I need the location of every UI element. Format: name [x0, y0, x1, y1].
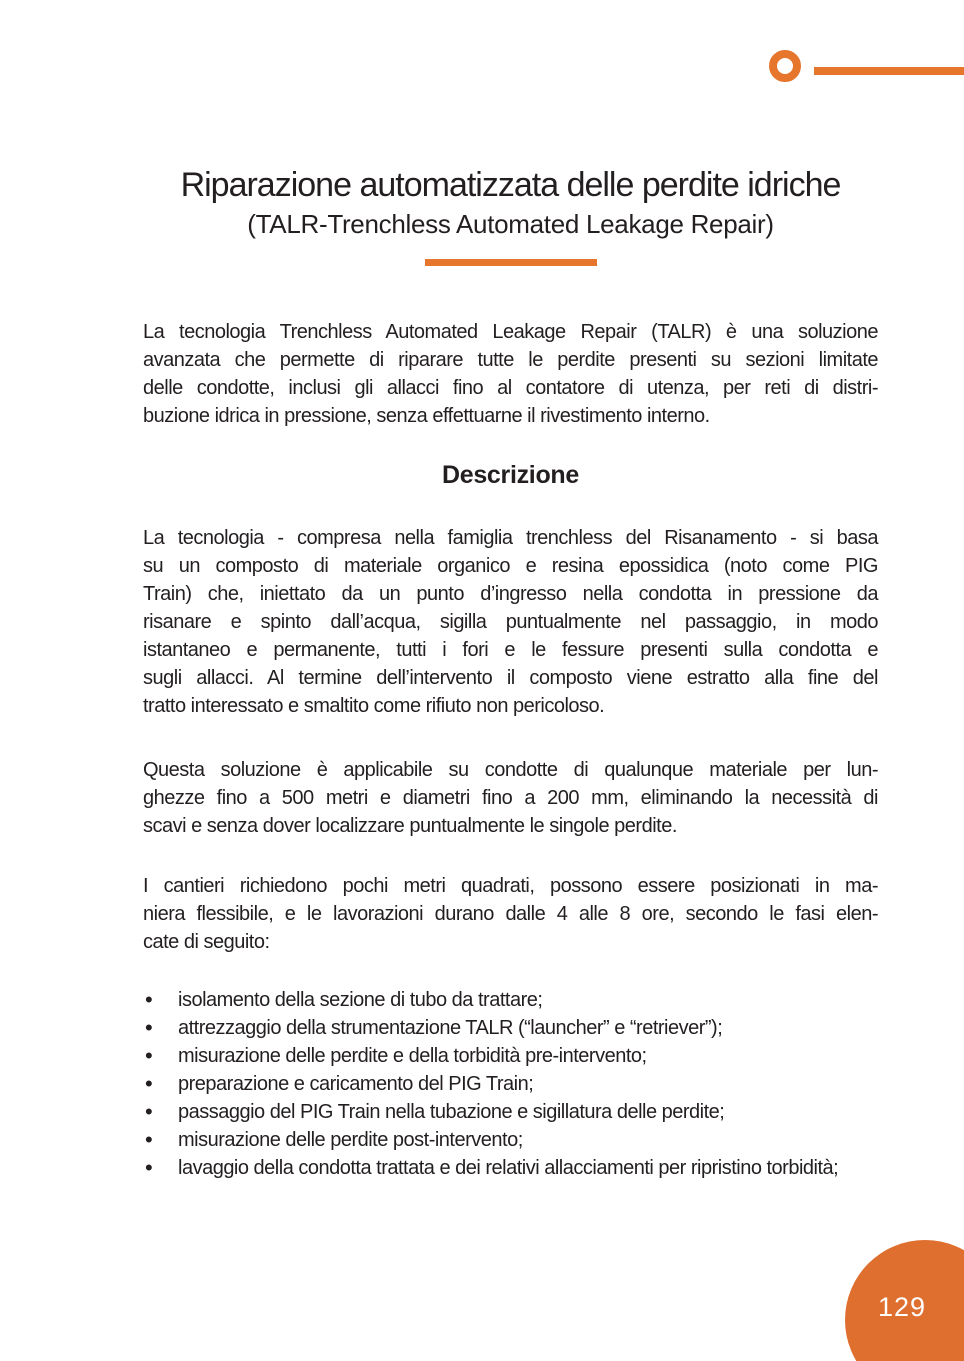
section-heading-descrizione: Descrizione: [441, 461, 580, 489]
content-column: [143, 318, 878, 1182]
phase-list-item: • preparazione e caricamento del PIG Train;: [143, 1070, 878, 1098]
paragraph-line: delle condotte, inclusi gli allacci fino al contatore di utenza, per reti di distri-: [143, 377, 878, 399]
page-title: Riparazione automatizzata delle perdite idriche: [180, 166, 841, 204]
paragraph-line: risanare e spinto dall’acqua, sigilla puntualmente nel passaggio, in modo: [143, 611, 878, 633]
header-rule-line: [814, 67, 964, 75]
paragraph-intro: [143, 318, 878, 430]
phase-list-item: • lavaggio della condotta trattata e dei relativi allacciamenti per ripristino torbidità;: [143, 1154, 878, 1182]
paragraph-line: su un composto di materiale organico e resina epossidica (noto come PIG: [143, 555, 878, 577]
paragraph-line: La tecnologia - compresa nella famiglia trenchless del Risanamento - si basa: [143, 527, 878, 549]
title-divider-rule: [425, 259, 597, 266]
phase-list-item: • attrezzaggio della strumentazione TALR (“launcher” e “retriever”);: [143, 1014, 878, 1042]
phase-list-item: • misurazione delle perdite e della torbidità pre-intervento;: [143, 1042, 878, 1070]
paragraph-line: ghezze fino a 500 metri e diametri fino a 200 mm, eliminando la necessità di: [143, 787, 878, 809]
paragraph-line: niera flessibile, e le lavorazioni durano dalle 4 alle 8 ore, secondo le fasi elen-: [143, 903, 878, 925]
paragraph-line: scavi e senza dover localizzare puntualmente le singole perdite.: [143, 815, 677, 837]
phase-list-item: • misurazione delle perdite post-intervento;: [143, 1126, 878, 1154]
paragraph-line: Train) che, iniettato da un punto d’ingresso nella condotta in pressione da: [143, 583, 878, 605]
paragraph-line: avanzata che permette di riparare tutte le perdite presenti su sezioni limitate: [143, 349, 878, 371]
document-header: [143, 164, 878, 266]
paragraph-line: sugli allacci. Al termine dell’intervento il composto viene estratto alla fine del: [143, 667, 878, 689]
paragraph-line: istantaneo e permanente, tutti i fori e le fessure presenti sulla condotta e: [143, 639, 878, 661]
page-number: 129: [878, 1292, 927, 1322]
circle-ornament-icon: [769, 50, 801, 82]
phase-list-item: • isolamento della sezione di tubo da trattare;: [143, 986, 878, 1014]
paragraph-line: I cantieri richiedono pochi metri quadrati, possono essere posizionati in ma-: [143, 875, 878, 897]
paragraph-technology: [143, 524, 878, 720]
paragraph-line: cate di seguito:: [143, 931, 270, 953]
paragraph-worksites: [143, 872, 878, 956]
page-subtitle: (TALR-Trenchless Automated Leakage Repair): [247, 209, 774, 239]
paragraph-line: buzione idrica in pressione, senza effettuarne il rivestimento interno.: [143, 405, 710, 427]
phases-list: [143, 986, 878, 1182]
paragraph-line: tratto interessato e smaltito come rifiuto non pericoloso.: [143, 695, 605, 717]
phase-list-item: • passaggio del PIG Train nella tubazione e sigillatura delle perdite;: [143, 1098, 878, 1126]
paragraph-solution: [143, 756, 878, 840]
paragraph-line: Questa soluzione è applicabile su condotte di qualunque materiale per lun-: [143, 759, 878, 781]
page-number-badge: [845, 1240, 964, 1361]
paragraph-line: La tecnologia Trenchless Automated Leakage Repair (TALR) è una soluzione: [143, 321, 878, 343]
